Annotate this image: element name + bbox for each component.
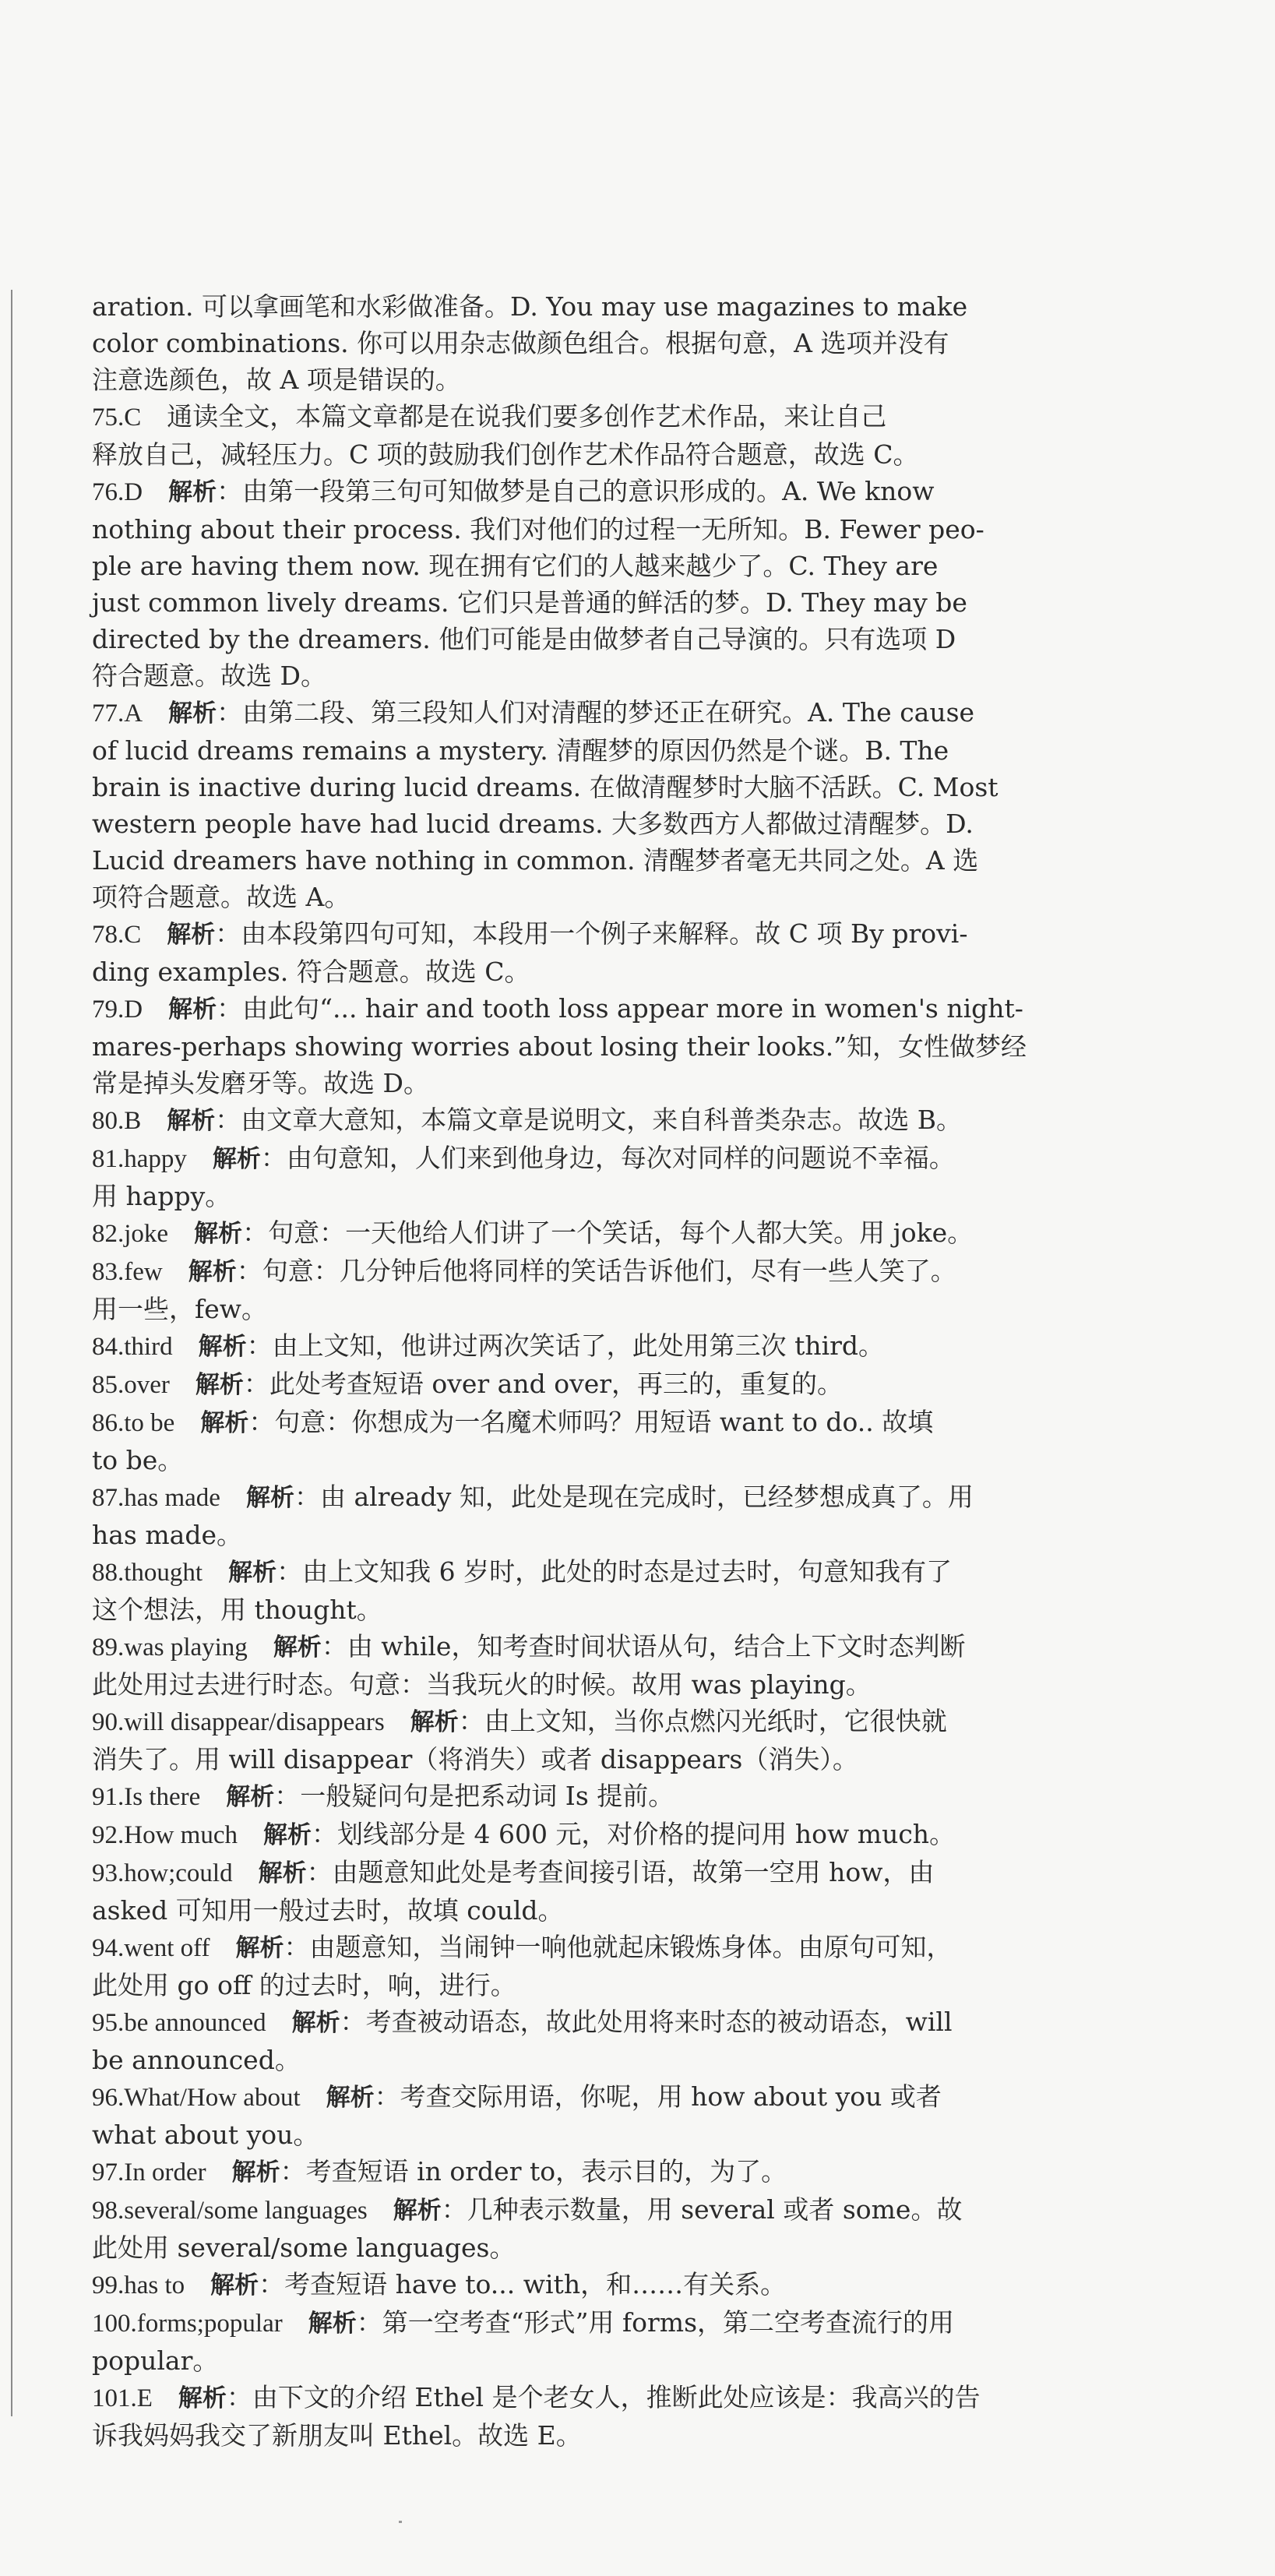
answer-value: B — [124, 1107, 142, 1135]
answer-first-line — [92, 1553, 1120, 1591]
explanation-text: ：由此句“... hair and tooth loss appear more in women's night- — [217, 993, 1023, 1024]
answer-first-line — [92, 1101, 1120, 1140]
answer-first-line — [92, 1854, 1120, 1892]
explanation-label: 解析 — [308, 2310, 357, 2338]
answer-item — [92, 2266, 1120, 2304]
item-number: 97. — [92, 2158, 125, 2187]
explanation-text: ：由本段第四句可知，本段用一个例子来解释。故 C 项 By provi- — [215, 918, 968, 949]
explanation-text: ：考查交际用语，你呢，用 how about you 或者 — [374, 2081, 942, 2112]
explanation-text: 此处用过去进行时态。句意：当我玩火的时候。故用 was playing。 — [92, 1669, 872, 1700]
explanation-text: ：第一空考查“形式”用 forms，第二空考查流行的用 — [356, 2307, 955, 2338]
answer-item — [92, 1854, 1120, 1929]
explanation-text: what about you。 — [92, 2120, 319, 2150]
item-number: 80. — [92, 1107, 125, 1135]
explanation-text: ：由句意知，人们来到他身边，每次对同样的问题说不幸福。 — [260, 1143, 955, 1173]
item-number: 89. — [92, 1633, 125, 1662]
explanation-label: 解析 — [198, 1333, 247, 1361]
explanation-text: 消失了。用 will disappear（将消失）或者 disappears（消失）。 — [92, 1744, 858, 1774]
explanation-text: 用一些，few。 — [92, 1294, 267, 1324]
answer-first-line — [92, 1478, 1120, 1517]
answer-item — [92, 473, 1120, 694]
answer-value: E — [136, 2384, 153, 2412]
answer-first-line — [92, 1778, 1120, 1816]
explanation-text: ：几种表示数量，用 several 或者 some。故 — [441, 2194, 963, 2225]
explanation-text: 诉我妈妈我交了新朋友叫 Ethel。故选 E。 — [92, 2420, 582, 2451]
answer-item — [92, 1778, 1120, 1816]
answer-item — [92, 990, 1120, 1101]
answer-first-line — [92, 1253, 1120, 1291]
explanation-text: popular。 — [92, 2345, 219, 2376]
explanation-label: 解析 — [228, 1559, 277, 1587]
answer-first-line — [92, 1816, 1120, 1854]
answer-value: will disappear/disappears — [124, 1708, 385, 1736]
explanation-text: 用 happy。 — [92, 1181, 231, 1211]
item-number: 75. — [92, 403, 125, 432]
answer-list — [92, 288, 1120, 2454]
explanation-text: ：考查被动语态，故此处用将来时态的被动语态，will — [340, 2007, 953, 2037]
item-number: 87. — [92, 1484, 125, 1512]
item-number: 78. — [92, 921, 125, 949]
answer-item — [92, 694, 1120, 915]
explanation-text: be announced。 — [92, 2045, 301, 2075]
answer-item — [92, 1553, 1120, 1628]
text-line: aration. 可以拿画笔和水彩做准备。D. You may use magazines to make — [92, 291, 968, 322]
explanation-label: 解析 — [326, 2084, 375, 2112]
text-line: color combinations. 你可以用杂志做颜色组合。根据句意，A 选项并没有 — [92, 328, 949, 358]
item-number: 91. — [92, 1783, 125, 1811]
answer-value: Is there — [124, 1783, 201, 1811]
explanation-text: directed by the dreamers. 他们可能是由做梦者自己导演的。只有选项 D — [92, 624, 956, 654]
answer-item — [92, 2153, 1120, 2191]
answer-first-line — [92, 2153, 1120, 2191]
answer-item — [92, 2003, 1120, 2078]
answer-value: went off — [124, 1934, 210, 1962]
explanation-text: 此处用 several/some languages。 — [92, 2232, 516, 2263]
answer-first-line — [92, 694, 1120, 732]
explanation-text: ：句意：几分钟后他将同样的笑话告诉他们，尽有一些人笑了。 — [236, 1256, 956, 1286]
explanation-label: 解析 — [168, 478, 217, 506]
item-number: 79. — [92, 996, 125, 1024]
explanation-text: 符合题意。故选 D。 — [92, 661, 326, 691]
explanation-label: 解析 — [210, 2271, 259, 2299]
item-number: 90. — [92, 1708, 125, 1736]
explanation-text: ：由上文知，他讲过两次笑话了，此处用第三次 third。 — [246, 1330, 885, 1361]
explanation-label: 解析 — [258, 1859, 307, 1887]
answer-item — [92, 2191, 1120, 2266]
answer-item — [92, 2304, 1120, 2379]
explanation-text: ：由第一段第三句可知做梦是自己的意识形成的。A. We know — [217, 476, 935, 506]
answer-value: What/How about — [124, 2084, 301, 2112]
answer-item — [92, 915, 1120, 990]
explanation-text: to be。 — [92, 1445, 184, 1475]
answer-first-line — [92, 2003, 1120, 2042]
item-number: 98. — [92, 2197, 125, 2225]
answer-items — [92, 398, 1120, 2454]
answer-value: has to — [124, 2271, 185, 2299]
answer-first-line — [92, 2304, 1120, 2342]
explanation-text: ：由第二段、第三段知人们对清醒的梦还正在研究。A. The cause — [217, 697, 975, 728]
explanation-text: 常是掉头发磨牙等。故选 D。 — [92, 1068, 429, 1098]
explanation-text: ple are having them now. 现在拥有它们的人越来越少了。C. They are — [92, 551, 939, 581]
explanation-label: 解析 — [168, 996, 217, 1024]
continued-explanation — [92, 288, 1120, 398]
explanation-text: western people have had lucid dreams. 大多数西方人都做过清醒梦。D. — [92, 809, 974, 839]
answer-value: be announced — [124, 2009, 266, 2037]
explanation-text: nothing about their process. 我们对他们的过程一无所知。B. Fewer peo- — [92, 514, 984, 544]
item-number: 84. — [92, 1333, 125, 1361]
answer-value: A — [124, 700, 143, 728]
explanation-label: 解析 — [393, 2197, 442, 2225]
answer-value: C — [124, 921, 142, 949]
answer-value: joke — [124, 1220, 169, 1248]
explanation-text: 通读全文，本篇文章都是在说我们要多创作艺术作品，来让自己 — [167, 401, 887, 432]
explanation-label: 解析 — [235, 1934, 284, 1962]
explanation-text: ：划线部分是 4 600 元，对价格的提问用 how much。 — [311, 1819, 956, 1849]
answer-value: D — [124, 478, 143, 506]
explanation-text: asked 可知用一般过去时，故填 could。 — [92, 1895, 564, 1926]
explanation-label: 解析 — [273, 1633, 322, 1662]
explanation-text: ：由题意知，当闹钟一响他就起床锻炼身体。由原句可知， — [284, 1932, 953, 1962]
scan-speck — [399, 2521, 402, 2523]
item-number: 93. — [92, 1859, 125, 1887]
explanation-label: 解析 — [195, 1371, 244, 1399]
answer-item — [92, 1214, 1120, 1253]
answer-item — [92, 1327, 1120, 1366]
explanation-label: 解析 — [245, 1484, 294, 1512]
item-number: 96. — [92, 2084, 125, 2112]
explanation-label: 解析 — [291, 2009, 340, 2037]
explanation-label: 解析 — [410, 1708, 459, 1736]
item-number: 77. — [92, 700, 125, 728]
explanation-label: 解析 — [188, 1258, 237, 1286]
explanation-text: ：由题意知此处是考查间接引语，故第一空用 how，由 — [306, 1857, 935, 1887]
margin-rule — [11, 290, 12, 2416]
answer-item — [92, 398, 1120, 473]
answer-item — [92, 1628, 1120, 1703]
explanation-text: ：句意：你想成为一名魔术师吗？用短语 want to do.. 故填 — [248, 1407, 934, 1437]
answer-value: D — [124, 996, 143, 1024]
answer-first-line — [92, 2191, 1120, 2229]
answer-value: has made — [124, 1484, 220, 1512]
answer-first-line — [92, 1366, 1120, 1404]
explanation-text: 项符合题意。故选 A。 — [92, 882, 350, 912]
explanation-text: ：由上文知，当你点燃闪光纸时，它很快就 — [458, 1706, 947, 1736]
answer-value: to be — [124, 1409, 175, 1437]
explanation-text: ding examples. 符合题意。故选 C。 — [92, 957, 530, 987]
answer-item — [92, 1253, 1120, 1327]
answer-first-line — [92, 1404, 1120, 1442]
answer-item — [92, 1140, 1120, 1214]
answer-value: several/some languages — [124, 2197, 368, 2225]
explanation-label: 解析 — [200, 1409, 249, 1437]
item-number: 101. — [92, 2384, 137, 2412]
answer-item — [92, 1101, 1120, 1140]
explanation-text: has made。 — [92, 1520, 242, 1550]
explanation-text: ：由 already 知，此处是现在完成时，已经梦想成真了。用 — [294, 1482, 974, 1512]
answer-first-line — [92, 473, 1120, 511]
explanation-label: 解析 — [226, 1783, 275, 1811]
answer-value: How much — [124, 1821, 238, 1849]
item-number: 86. — [92, 1409, 125, 1437]
answer-item — [92, 2379, 1120, 2454]
answer-item — [92, 1703, 1120, 1778]
explanation-label: 解析 — [231, 2158, 280, 2187]
answer-item — [92, 1816, 1120, 1854]
explanation-text: 这个想法，用 thought。 — [92, 1595, 382, 1625]
answer-value: few — [124, 1258, 163, 1286]
item-number: 95. — [92, 2009, 125, 2037]
explanation-text: ：由文章大意知，本篇文章是说明文，来自科普类杂志。故选 B。 — [215, 1105, 963, 1135]
item-number: 92. — [92, 1821, 125, 1849]
answer-item — [92, 2078, 1120, 2153]
answer-item — [92, 1929, 1120, 2003]
answer-value: how;could — [124, 1859, 233, 1887]
answer-value: third — [124, 1333, 173, 1361]
explanation-label: 解析 — [167, 1107, 216, 1135]
answer-first-line — [92, 1327, 1120, 1366]
explanation-text: ：句意：一天他给人们讲了一个笑话，每个人都大笑。用 joke。 — [242, 1218, 974, 1248]
item-number: 82. — [92, 1220, 125, 1248]
answer-first-line — [92, 1628, 1120, 1666]
answer-value: thought — [124, 1559, 203, 1587]
explanation-text: Lucid dreamers have nothing in common. 清醒梦者毫无共同之处。A 选 — [92, 845, 979, 876]
item-number: 83. — [92, 1258, 125, 1286]
explanation-label: 解析 — [167, 921, 216, 949]
explanation-text: 释放自己，减轻压力。C 项的鼓励我们创作艺术作品符合题意，故选 C。 — [92, 439, 919, 470]
answer-value: forms;popular — [136, 2310, 283, 2338]
explanation-text: of lucid dreams remains a mystery. 清醒梦的原因仍然是个谜。B. The — [92, 735, 949, 766]
explanation-text: ：由 while，知考查时间状语从句，结合上下文时态判断 — [321, 1631, 966, 1662]
answer-value: was playing — [124, 1633, 248, 1662]
explanation-text: just common lively dreams. 它们只是普通的鲜活的梦。D. They may be — [92, 587, 967, 618]
text-line: 注意选颜色，故 A 项是错误的。 — [92, 365, 461, 395]
answer-first-line — [92, 915, 1120, 953]
answer-value: happy — [124, 1145, 187, 1173]
answer-first-line — [92, 1703, 1120, 1741]
explanation-text: brain is inactive during lucid dreams. 在做清醒梦时大脑不活跃。C. Most — [92, 772, 999, 802]
explanation-text: ：由上文知我 6 岁时，此处的时态是过去时，句意知我有了 — [276, 1556, 953, 1587]
explanation-text: ：考查短语 have to... with，和……有关系。 — [259, 2269, 787, 2299]
answer-first-line — [92, 1214, 1120, 1253]
explanation-label: 解析 — [178, 2384, 227, 2412]
item-number: 85. — [92, 1371, 125, 1399]
explanation-text: mares-perhaps showing worries about losing their looks.”知，女性做梦经 — [92, 1031, 1027, 1062]
answer-first-line — [92, 2266, 1120, 2304]
answer-value: In order — [124, 2158, 206, 2187]
answer-item — [92, 1404, 1120, 1478]
answer-first-line — [92, 990, 1120, 1028]
answer-value: C — [124, 403, 142, 432]
explanation-label: 解析 — [168, 700, 217, 728]
item-number: 81. — [92, 1145, 125, 1173]
answer-first-line — [92, 398, 1120, 436]
answer-first-line — [92, 1140, 1120, 1178]
explanation-label: 解析 — [212, 1145, 261, 1173]
explanation-label: 解析 — [194, 1220, 243, 1248]
explanation-text: ：此处考查短语 over and over，再三的，重复的。 — [243, 1369, 844, 1399]
item-number: 100. — [92, 2310, 137, 2338]
explanation-text: ：考查短语 in order to，表示目的，为了。 — [280, 2156, 787, 2187]
item-number: 76. — [92, 478, 125, 506]
answer-item — [92, 1366, 1120, 1404]
item-number: 88. — [92, 1559, 125, 1587]
item-number: 94. — [92, 1934, 125, 1962]
answer-item — [92, 1478, 1120, 1553]
answer-first-line — [92, 2379, 1120, 2417]
explanation-text: ：一般疑问句是把系动词 Is 提前。 — [274, 1781, 674, 1811]
explanation-text: ：由下文的介绍 Ethel 是个老女人，推断此处应该是：我高兴的告 — [226, 2382, 981, 2412]
explanation-label: 解析 — [262, 1821, 312, 1849]
answer-value: over — [124, 1371, 170, 1399]
answer-first-line — [92, 1929, 1120, 1967]
explanation-text: 此处用 go off 的过去时，响，进行。 — [92, 1970, 516, 2000]
item-number: 99. — [92, 2271, 125, 2299]
answer-first-line — [92, 2078, 1120, 2116]
